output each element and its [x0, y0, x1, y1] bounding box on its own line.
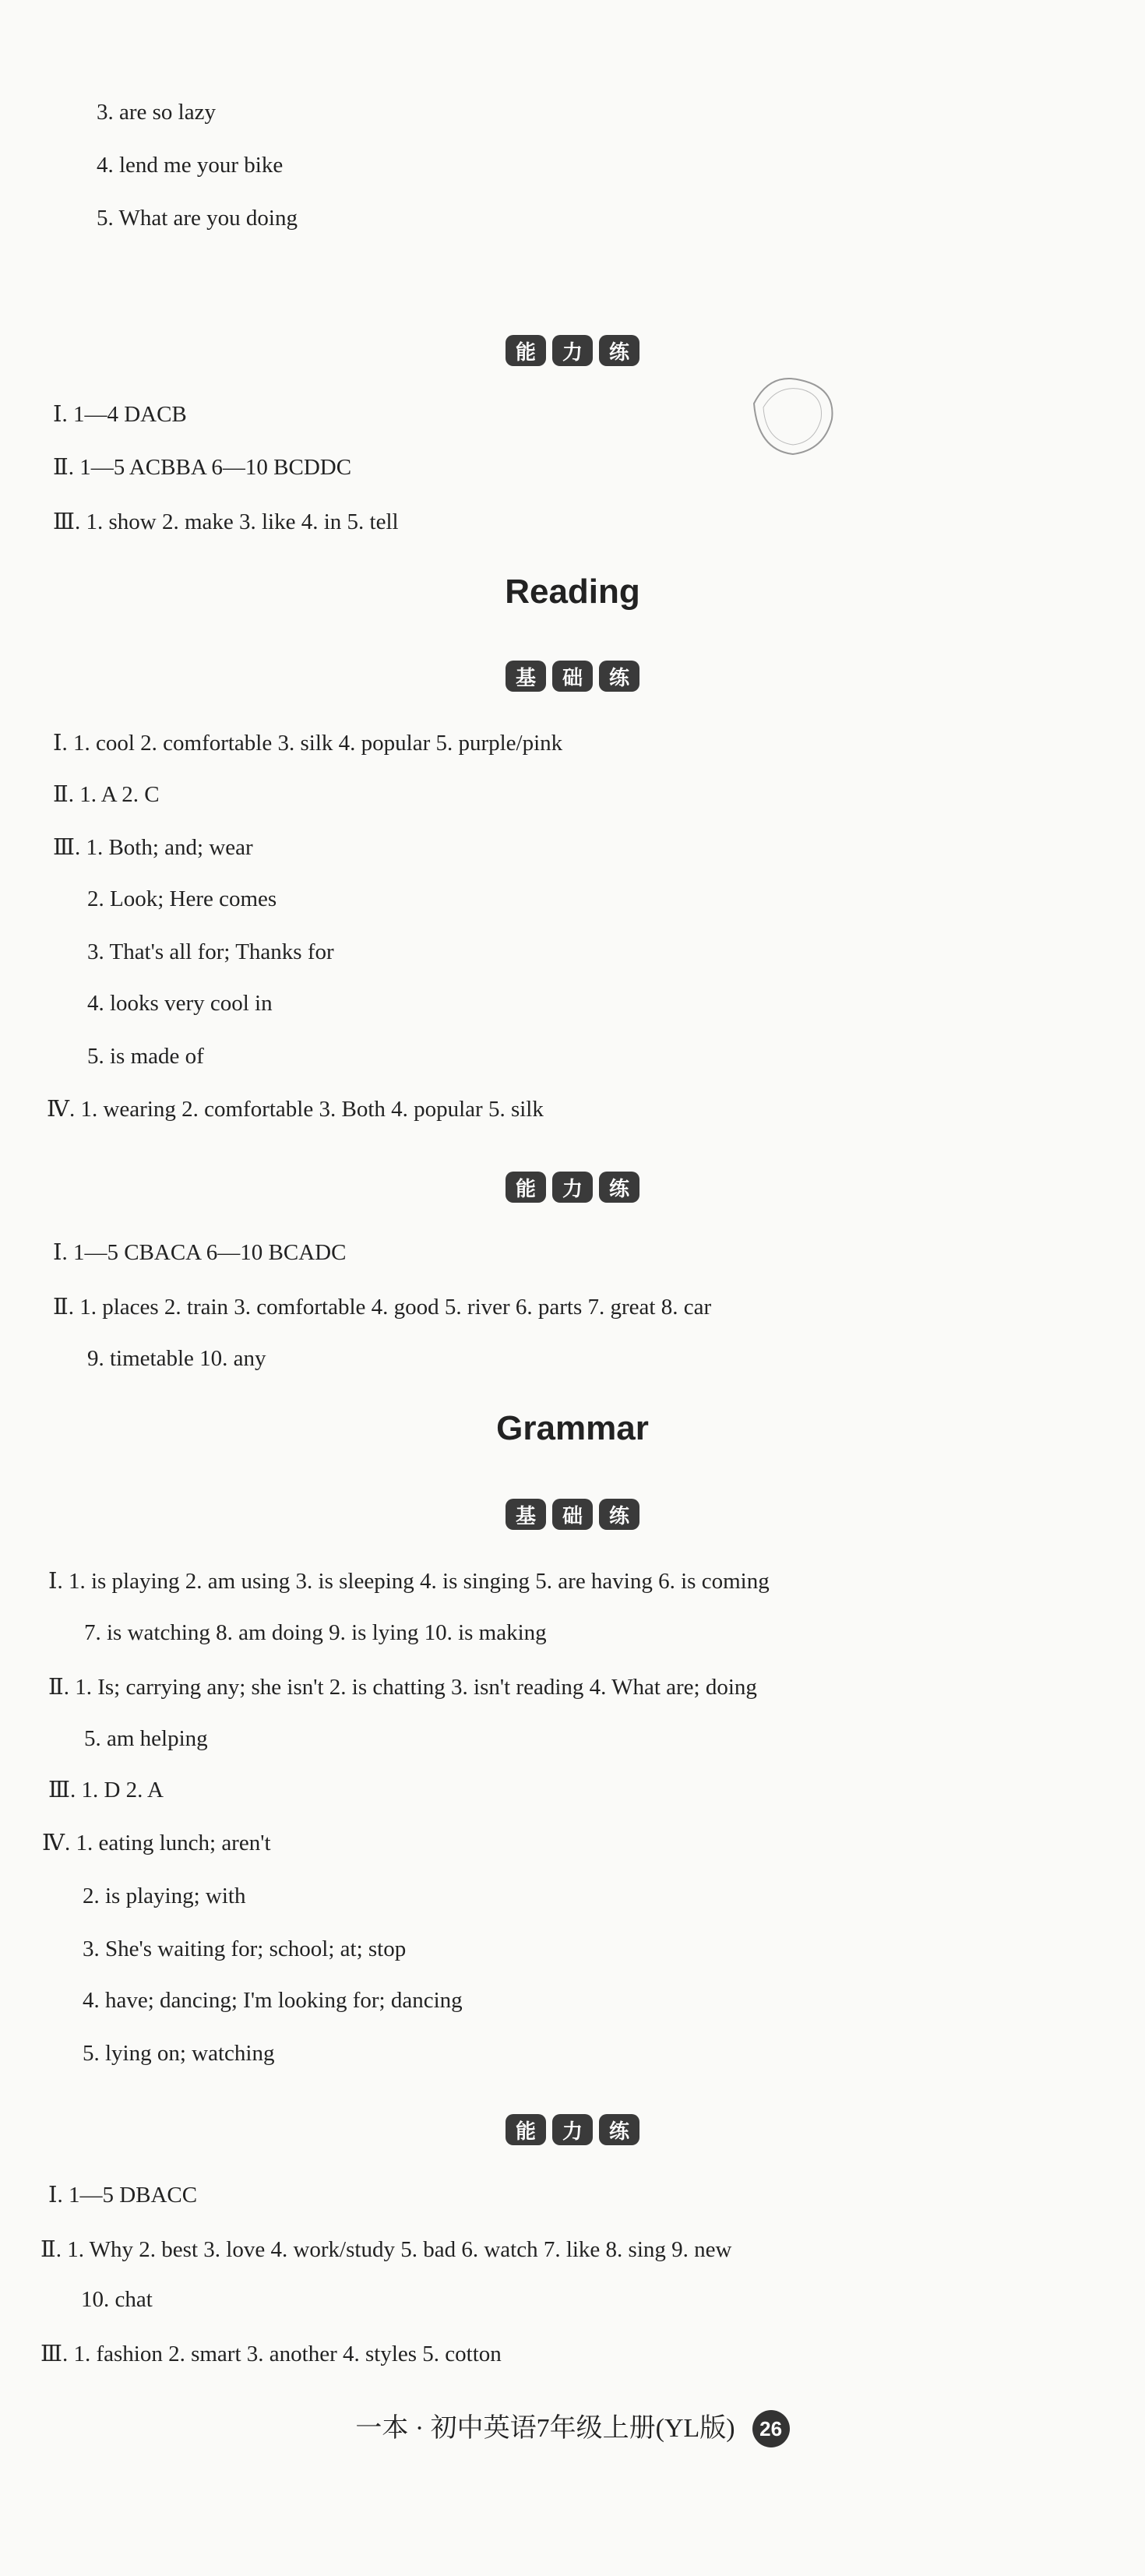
- badge-char: 力: [552, 335, 593, 366]
- answer-line: Ⅰ. 1—5 CBACA 6—10 BCADC: [53, 1240, 347, 1265]
- page-footer: [0, 2410, 1145, 2447]
- answer-line: Ⅱ. 1. places 2. train 3. comfortable 4. good 5. river 6. parts 7. great 8. car: [53, 1295, 712, 1320]
- badge-char: 能: [506, 1172, 546, 1203]
- badge-char: 力: [552, 2114, 593, 2145]
- answer-line: Ⅱ. 1. Is; carrying any; she isn't 2. is chatting 3. isn't reading 4. What are; doing: [48, 1675, 757, 1700]
- badge-char: 练: [599, 661, 639, 692]
- badge-char: 能: [506, 335, 546, 366]
- basic-badge: [0, 661, 1145, 692]
- badge-char: 础: [552, 1499, 593, 1530]
- badge-char: 练: [599, 335, 639, 366]
- answer-line: 4. have; dancing; I'm looking for; dancing: [83, 1988, 463, 2013]
- answer-line: Ⅰ. 1—5 DBACC: [48, 2183, 198, 2208]
- section-title-grammar: Grammar: [496, 1409, 649, 1447]
- answer-line: Ⅰ. 1. cool 2. comfortable 3. silk 4. popular 5. purple/pink: [53, 731, 563, 756]
- answer-line: Ⅳ. 1. eating lunch; aren't: [42, 1831, 271, 1855]
- answer-line: 3. That's all for; Thanks for: [87, 939, 334, 964]
- answer-line: 3. are so lazy: [97, 100, 216, 125]
- answer-line: 7. is watching 8. am doing 9. is lying 10. is making: [84, 1620, 547, 1645]
- footer-text: 一本 · 初中英语7年级上册(YL版): [355, 2414, 735, 2443]
- badge-char: 力: [552, 1172, 593, 1203]
- answer-line: 10. chat: [81, 2287, 153, 2312]
- answer-line: 2. is playing; with: [83, 1884, 246, 1908]
- badge-char: 基: [506, 661, 546, 692]
- answer-line: Ⅱ. 1. A 2. C: [53, 782, 160, 807]
- answer-line: 5. is made of: [87, 1044, 204, 1069]
- answer-line: Ⅳ. 1. wearing 2. comfortable 3. Both 4. popular 5. silk: [47, 1097, 544, 1122]
- badge-char: 基: [506, 1499, 546, 1530]
- page-number: 26: [752, 2410, 790, 2447]
- answer-line: 2. Look; Here comes: [87, 886, 277, 911]
- stamp-icon: [746, 372, 840, 458]
- ability-badge: [0, 2114, 1145, 2145]
- answer-line: Ⅰ. 1. is playing 2. am using 3. is sleeping 4. is singing 5. are having 6. is coming: [48, 1569, 770, 1594]
- ability-badge: [0, 335, 1145, 366]
- badge-char: 能: [506, 2114, 546, 2145]
- answer-line: Ⅲ. 1. Both; and; wear: [53, 835, 253, 860]
- section-title-reading: Reading: [505, 573, 640, 611]
- ability-badge: [0, 1172, 1145, 1203]
- badge-char: 础: [552, 661, 593, 692]
- answer-line: 3. She's waiting for; school; at; stop: [83, 1936, 407, 1961]
- answer-line: Ⅲ. 1. D 2. A: [48, 1778, 164, 1802]
- badge-char: 练: [599, 2114, 639, 2145]
- answer-line: 4. looks very cool in: [87, 991, 273, 1016]
- answer-line: 9. timetable 10. any: [87, 1346, 266, 1371]
- answer-line: 4. lend me your bike: [97, 153, 284, 178]
- answer-line: Ⅲ. 1. show 2. make 3. like 4. in 5. tell: [53, 509, 399, 534]
- answer-line: Ⅰ. 1—4 DACB: [53, 402, 187, 427]
- answer-line: 5. What are you doing: [97, 206, 298, 231]
- answer-line: Ⅱ. 1. Why 2. best 3. love 4. work/study 5. bad 6. watch 7. like 8. sing 9. new: [41, 2237, 732, 2262]
- answer-line: 5. lying on; watching: [83, 2041, 275, 2066]
- badge-char: 练: [599, 1499, 639, 1530]
- answer-line: 5. am helping: [84, 1726, 208, 1751]
- answer-line: Ⅱ. 1—5 ACBBA 6—10 BCDDC: [53, 455, 352, 480]
- answer-line: Ⅲ. 1. fashion 2. smart 3. another 4. styles 5. cotton: [41, 2342, 502, 2366]
- basic-badge: [0, 1499, 1145, 1530]
- badge-char: 练: [599, 1172, 639, 1203]
